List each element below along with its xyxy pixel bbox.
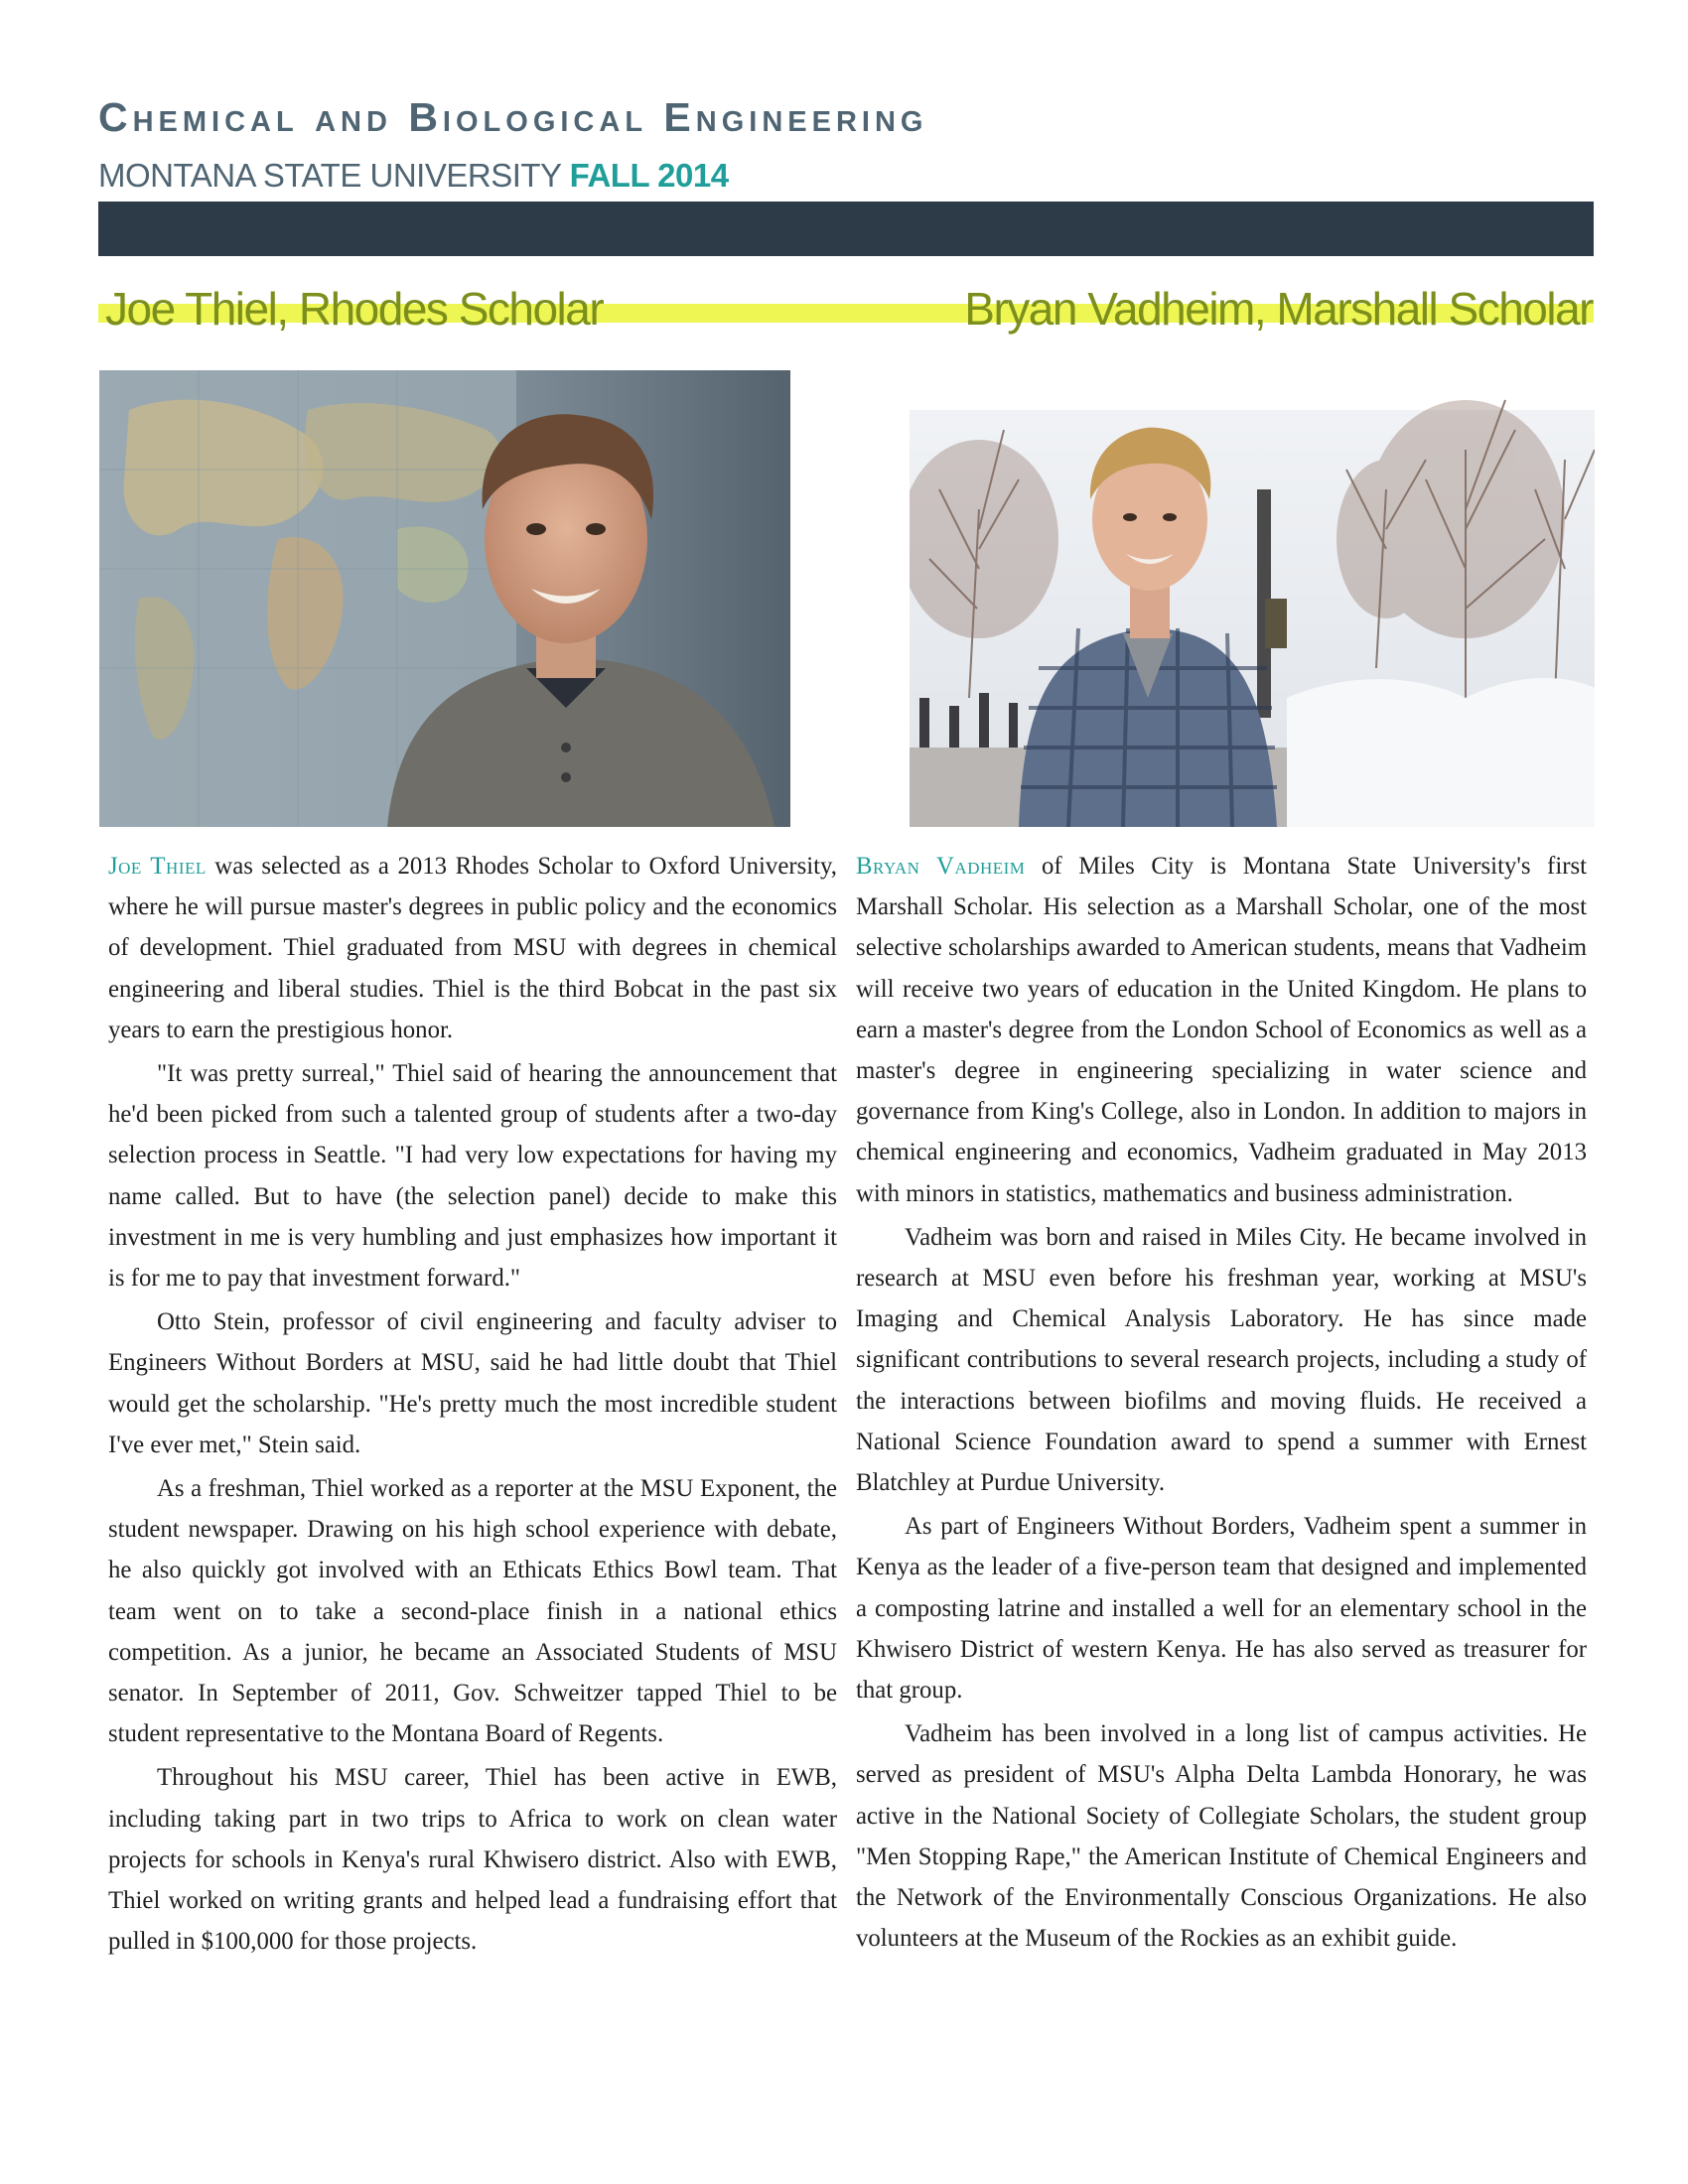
article-body-thiel — [108, 846, 837, 1965]
newsletter-title: Chemical and Biological Engineering — [98, 94, 928, 140]
article-paragraph: As a freshman, Thiel worked as a reporter at the MSU Exponent, the student newspaper. Drawing on his high school experience with debate, he also quickly got involved with an Ethicats Ethics Bowl team. That team went on to take a second-place finish in a national ethics competition. As a junior, he became an Associated Students of MSU senator. In September of 2011, Gov. Schweitzer tapped Thiel to be student representative to the Montana Board of Regents. — [108, 1475, 837, 1748]
lead-name-thiel: Joe Thiel — [108, 853, 207, 880]
article-headline-vadheim: Bryan Vadheim, Marshall Scholar — [964, 283, 1593, 335]
article-paragraph: Vadheim was born and raised in Miles City. He became involved in research at MSU even before his freshman year, working at MSU's Imaging and Chemical Analysis Laboratory. He has since made significant contributions to several research projects, including a study of the interactions between biofilms and moving fluids. He received a National Science Foundation award to spend a summer with Ernest Blatchley at Purdue University. — [856, 1223, 1587, 1497]
article-body-vadheim — [856, 846, 1587, 1962]
lead-name-vadheim: Bryan Vadheim — [856, 853, 1026, 880]
photo-bryan-vadheim — [910, 370, 1595, 827]
article-paragraph: Throughout his MSU career, Thiel has been active in EWB, including taking part in two trips to Africa to work on clean water projects for schools in Kenya's rural Khwisero district. Also with EWB, Thiel worked on writing grants and helped lead a fundraising effort that pulled in $100,000 for those projects. — [108, 1764, 837, 1956]
issue-label: FALL 2014 — [569, 157, 729, 194]
newsletter-subtitle — [98, 159, 729, 192]
photo-joe-thiel — [99, 370, 790, 827]
article-paragraph: Otto Stein, professor of civil engineering and faculty adviser to Engineers Without Borders at MSU, said he had little doubt that Thiel would get the scholarship. "He's pretty much the most incredible student I've ever met," Stein said. — [108, 1308, 837, 1458]
article-paragraph: Joe Thiel was selected as a 2013 Rhodes Scholar to Oxford University, where he will pursue master's degrees in public policy and the economics of development. Thiel graduated from MSU with degrees in chemical engineering and liberal studies. Thiel is the third Bobcat in the past six years to earn the prestigious honor. — [108, 853, 838, 1043]
article-paragraph: Bryan Vadheim of Miles City is Montana State University's first Marshall Scholar. His selection as a Marshall Scholar, one of the most selective scholarships awarded to American students, means that Vadheim will receive two years of education in the United Kingdom. He plans to earn a master's degree from the London School of Economics as well as a master's degree in engineering specializing in water science and governance from King's College, also in London. In addition to majors in chemical engineering and economics, Vadheim graduated in May 2013 with minors in statistics, mathematics and business administration. — [856, 853, 1588, 1207]
article-paragraph: Vadheim has been involved in a long list of campus activities. He served as president of MSU's Alpha Delta Lambda Honorary, he was active in the National Society of Collegiate Scholars, the student group "Men Stopping Rape," the American Institute of Chemical Engineers and the Network of the Environmentally Conscious Organizations. He also volunteers at the Museum of the Rockies as an exhibit guide. — [856, 1720, 1587, 1953]
article-paragraph: As part of Engineers Without Borders, Vadheim spent a summer in Kenya as the leader of a five-person team that designed and implemented a composting latrine and installed a well for an elementary school in the Khwisero District of western Kenya. He has also served as treasurer for that group. — [856, 1513, 1587, 1705]
article-paragraph: "It was pretty surreal," Thiel said of hearing the announcement that he'd been picked from such a talented group of students after a two-day selection process in Seattle. "I had very low expectations for having my name called. But to have (the selection panel) decide to make this investment in me is very humbling and just emphasizes how important it is for me to pay that investment forward." — [108, 1060, 837, 1293]
university-name: MONTANA STATE UNIVERSITY — [98, 157, 561, 194]
masthead-bar — [98, 202, 1594, 256]
article-headline-thiel: Joe Thiel, Rhodes Scholar — [105, 283, 604, 335]
